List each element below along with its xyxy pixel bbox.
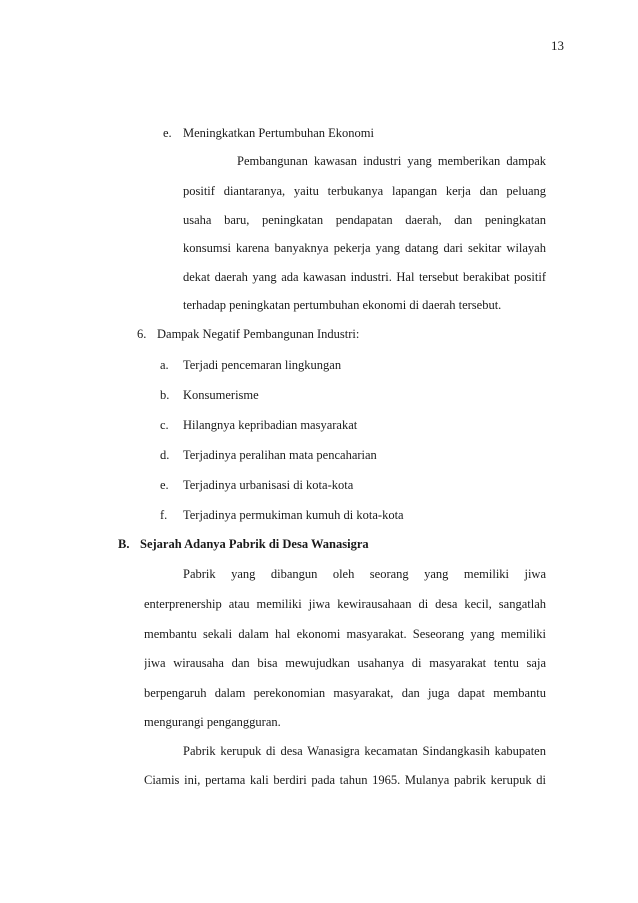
list-item: Terjadi pencemaran lingkungan (183, 358, 342, 372)
page-number: 13 (551, 38, 564, 53)
list-item-marker: a. (160, 358, 169, 372)
list-item-marker: b. (160, 388, 170, 402)
item-e-line-1: Pembangunan kawasan industri yang memberikan dampak (237, 154, 546, 168)
list-item: Terjadinya urbanisasi di kota-kota (183, 478, 354, 492)
paragraph-1-line-2: enterprenership atau memiliki jiwa kewirausahaan di desa kecil, sangatlah (144, 597, 546, 611)
section-6-title: Dampak Negatif Pembangunan Industri: (157, 327, 360, 341)
list-item: Hilangnya kepribadian masyarakat (183, 418, 358, 432)
paragraph-1-line-4: jiwa wirausaha dan bisa mewujudkan usahanya di masyarakat tentu saja (144, 656, 546, 670)
list-item-marker: d. (160, 448, 170, 462)
item-e-line-3: usaha baru, peningkatan pendapatan daerah, dan peningkatan (183, 213, 546, 227)
item-e-line-2: positif diantaranya, yaitu terbukanya lapangan kerja dan peluang (183, 184, 546, 198)
section-6-marker: 6. (137, 327, 147, 341)
list-item-marker: f. (160, 508, 168, 522)
list-item: Terjadinya peralihan mata pencaharian (183, 448, 377, 462)
list-item-marker: c. (160, 418, 169, 432)
section-b-marker: B. (118, 537, 130, 551)
list-item: Konsumerisme (183, 388, 259, 402)
section-b-title: Sejarah Adanya Pabrik di Desa Wanasigra (140, 537, 369, 551)
paragraph-1-line-1: Pabrik yang dibangun oleh seorang yang memiliki jiwa (183, 567, 546, 581)
list-item: Terjadinya permukiman kumuh di kota-kota (183, 508, 404, 522)
paragraph-1-line-6: mengurangi pengangguran. (144, 715, 281, 729)
paragraph-1-line-5: berpengaruh dalam perekonomian masyarakat, dan juga dapat membantu (144, 686, 546, 700)
item-e-title: Meningkatkan Pertumbuhan Ekonomi (183, 126, 374, 140)
paragraph-2-line-2: Ciamis ini, pertama kali berdiri pada tahun 1965. Mulanya pabrik kerupuk di (144, 773, 546, 787)
paragraph-1-line-3: membantu sekali dalam hal ekonomi masyarakat. Seseorang yang memiliki (144, 627, 546, 641)
item-e-line-6: terhadap peningkatan pertumbuhan ekonomi di daerah tersebut. (183, 298, 502, 312)
item-e-line-5: dekat daerah yang ada kawasan industri. Hal tersebut berakibat positif (183, 270, 546, 284)
item-e-line-4: konsumsi karena banyaknya pekerja yang datang dari sekitar wilayah (183, 241, 546, 255)
list-item-marker: e. (160, 478, 169, 492)
item-e-marker: e. (163, 126, 172, 140)
paragraph-2-line-1: Pabrik kerupuk di desa Wanasigra kecamatan Sindangkasih kabupaten (183, 744, 546, 758)
